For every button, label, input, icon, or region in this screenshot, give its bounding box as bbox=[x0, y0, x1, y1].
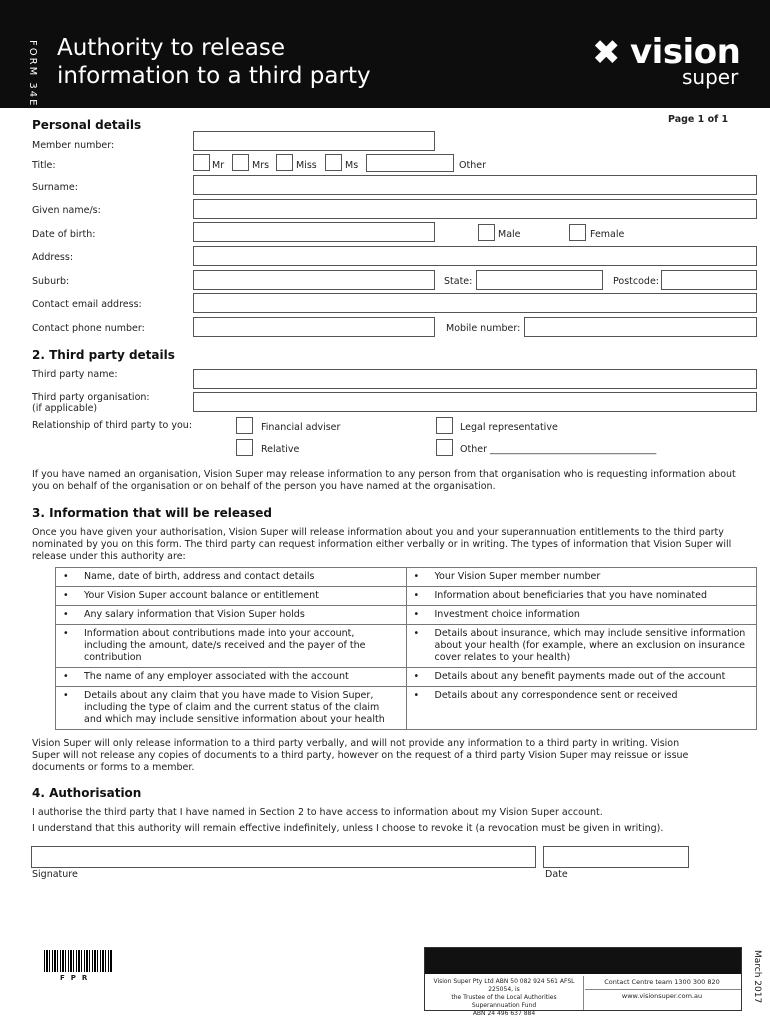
title-miss-checkbox[interactable] bbox=[276, 154, 293, 171]
info-release-table bbox=[55, 567, 757, 730]
table-row bbox=[56, 668, 757, 687]
signature-label: Signature bbox=[32, 869, 78, 880]
address-input[interactable] bbox=[193, 246, 757, 266]
logo-word: vision bbox=[630, 32, 741, 72]
date-input[interactable] bbox=[543, 846, 689, 868]
third-party-org-input[interactable] bbox=[193, 392, 757, 412]
given-names-input[interactable] bbox=[193, 199, 757, 219]
info-release-note: Vision Super will only release information to a third party verbally, and will not provide any information to a third party in writing. Vision Super will not release any copies of documents to a third party, however on the request of a third party Vision Super may reissue or issue documents or forms to a member. bbox=[32, 738, 689, 773]
authorisation-heading: 4. Authorisation bbox=[32, 786, 142, 800]
date-code: March 2017 bbox=[752, 950, 762, 1004]
personal-details-heading: Personal details bbox=[32, 118, 142, 132]
member-number-label: Member number: bbox=[32, 140, 115, 151]
signature-input[interactable] bbox=[31, 846, 536, 868]
footer-contact: Contact Centre team 1300 300 820 bbox=[604, 978, 720, 986]
surname-label: Surname: bbox=[32, 182, 78, 193]
info-release-heading: 3. Information that will be released bbox=[32, 506, 272, 520]
table-cell: • Details about any benefit payments made out of the account bbox=[406, 668, 757, 687]
table-cell: • Information about contributions made into your account, including the amount, date/s received and the payer of the contribution bbox=[56, 625, 407, 668]
date-label: Date bbox=[545, 869, 568, 880]
title-other-input[interactable] bbox=[366, 154, 454, 172]
postcode-input[interactable] bbox=[661, 270, 757, 290]
dob-input[interactable] bbox=[193, 222, 435, 242]
authorisation-line-2: I understand that this authority will remain effective indefinitely, unless I choose to revoke it (a revocation must be given in writing). bbox=[32, 823, 664, 834]
info-release-intro: Once you have given your authorisation, Vision Super will release information about you and your superannuation entitlements to the third party nominated by you on this form. The third party can request information either verbally or in writing. The types of information that Vision Super will release under this authority are: bbox=[32, 527, 732, 562]
table-cell: • The name of any employer associated with the account bbox=[56, 668, 407, 687]
table-cell: • Information about beneficiaries that you have nominated bbox=[406, 587, 757, 606]
title-mrs-checkbox[interactable] bbox=[232, 154, 249, 171]
title-mr-checkbox[interactable] bbox=[193, 154, 210, 171]
state-label: State: bbox=[444, 276, 473, 287]
gender-male-checkbox[interactable] bbox=[478, 224, 495, 241]
logo-sub: super bbox=[682, 65, 739, 89]
relationship-financial-adviser-label: Financial adviser bbox=[261, 422, 341, 433]
relationship-relative-label: Relative bbox=[261, 444, 300, 455]
title-line-2: information to a third party bbox=[57, 63, 371, 89]
gender-female-checkbox[interactable] bbox=[569, 224, 586, 241]
gender-male-label: Male bbox=[498, 229, 521, 240]
page-number: Page 1 of 1 bbox=[668, 114, 729, 125]
table-row bbox=[56, 568, 757, 587]
form-code: FORM 34E bbox=[27, 40, 38, 108]
relationship-label: Relationship of third party to you: bbox=[32, 420, 193, 431]
address-label: Address: bbox=[32, 252, 74, 263]
member-number-input[interactable] bbox=[193, 131, 435, 151]
title-line-1: Authority to release bbox=[57, 35, 286, 61]
given-names-label: Given name/s: bbox=[32, 205, 101, 216]
relationship-relative-checkbox[interactable] bbox=[236, 439, 253, 456]
table-row bbox=[56, 606, 757, 625]
footer-divider bbox=[583, 976, 584, 1010]
third-party-name-input[interactable] bbox=[193, 369, 757, 389]
vision-super-logo bbox=[592, 34, 752, 94]
title-other-label: Other bbox=[459, 160, 486, 171]
footer-website[interactable]: www.visionsuper.com.au bbox=[621, 992, 703, 1000]
header-banner bbox=[0, 0, 770, 108]
third-party-note: If you have named an organisation, Vision Super may release information to any person from that organisation who is requesting information about you on behalf of the organisation or on behalf of the person you have named at the organisation. bbox=[32, 469, 736, 492]
phone-label: Contact phone number: bbox=[32, 323, 145, 334]
table-cell: • Investment choice information bbox=[406, 606, 757, 625]
email-input[interactable] bbox=[193, 293, 757, 313]
relationship-financial-adviser-checkbox[interactable] bbox=[236, 417, 253, 434]
third-party-name-label: Third party name: bbox=[32, 369, 118, 380]
table-cell: • Your Vision Super member number bbox=[406, 568, 757, 587]
suburb-label: Suburb: bbox=[32, 276, 70, 287]
table-row bbox=[56, 587, 757, 606]
table-cell: • Details about any claim that you have made to Vision Super, including the type of claim and the current status of the claim and which may include sensitive information about your health bbox=[56, 687, 407, 730]
footer-rule bbox=[585, 989, 741, 990]
postcode-label: Postcode: bbox=[613, 276, 659, 287]
title-ms-label: Ms bbox=[345, 160, 359, 171]
gender-female-label: Female bbox=[590, 229, 625, 240]
title-mr-label: Mr bbox=[212, 160, 225, 171]
relationship-other-label: Other ___________________________________ bbox=[460, 444, 657, 455]
logo-cross-icon: ✖ bbox=[592, 33, 621, 73]
relationship-other-checkbox[interactable] bbox=[436, 439, 453, 456]
dob-label: Date of birth: bbox=[32, 229, 96, 240]
title-ms-checkbox[interactable] bbox=[325, 154, 342, 171]
third-party-org-label: Third party organisation: bbox=[32, 392, 150, 403]
mobile-label: Mobile number: bbox=[446, 323, 521, 334]
table-cell: • Details about insurance, which may include sensitive information about your health (for example, where an exclusion on insurance cover relates to your health) bbox=[406, 625, 757, 668]
email-label: Contact email address: bbox=[32, 299, 142, 310]
relationship-legal-rep-checkbox[interactable] bbox=[436, 417, 453, 434]
table-cell: • Details about any correspondence sent or received bbox=[406, 687, 757, 730]
form-title bbox=[57, 34, 371, 90]
third-party-heading: 2. Third party details bbox=[32, 348, 175, 362]
table-row bbox=[56, 687, 757, 730]
state-input[interactable] bbox=[476, 270, 603, 290]
authorisation-line-1: I authorise the third party that I have named in Section 2 to have access to information about my Vision Super account. bbox=[32, 807, 603, 818]
title-miss-label: Miss bbox=[296, 160, 317, 171]
table-row bbox=[56, 625, 757, 668]
mobile-input[interactable] bbox=[524, 317, 757, 337]
third-party-org-note: (if applicable) bbox=[32, 403, 98, 414]
suburb-input[interactable] bbox=[193, 270, 435, 290]
footer-dark-band bbox=[425, 948, 741, 974]
table-cell: • Any salary information that Vision Super holds bbox=[56, 606, 407, 625]
surname-input[interactable] bbox=[193, 175, 757, 195]
table-cell: • Name, date of birth, address and contact details bbox=[56, 568, 407, 587]
barcode bbox=[44, 950, 112, 972]
relationship-legal-rep-label: Legal representative bbox=[460, 422, 558, 433]
footer-info-box bbox=[424, 947, 742, 1017]
barcode-text: FPR bbox=[60, 974, 94, 982]
table-cell: • Your Vision Super account balance or entitlement bbox=[56, 587, 407, 606]
title-mrs-label: Mrs bbox=[252, 160, 270, 171]
title-label: Title: bbox=[32, 160, 56, 171]
footer-trustee-text: Vision Super Pty Ltd ABN 50 082 924 561 AFSL 225054, is the Trustee of the Local Authorities Superannuation Fund ABN 24 496 637 884 bbox=[433, 978, 575, 1017]
phone-input[interactable] bbox=[193, 317, 435, 337]
